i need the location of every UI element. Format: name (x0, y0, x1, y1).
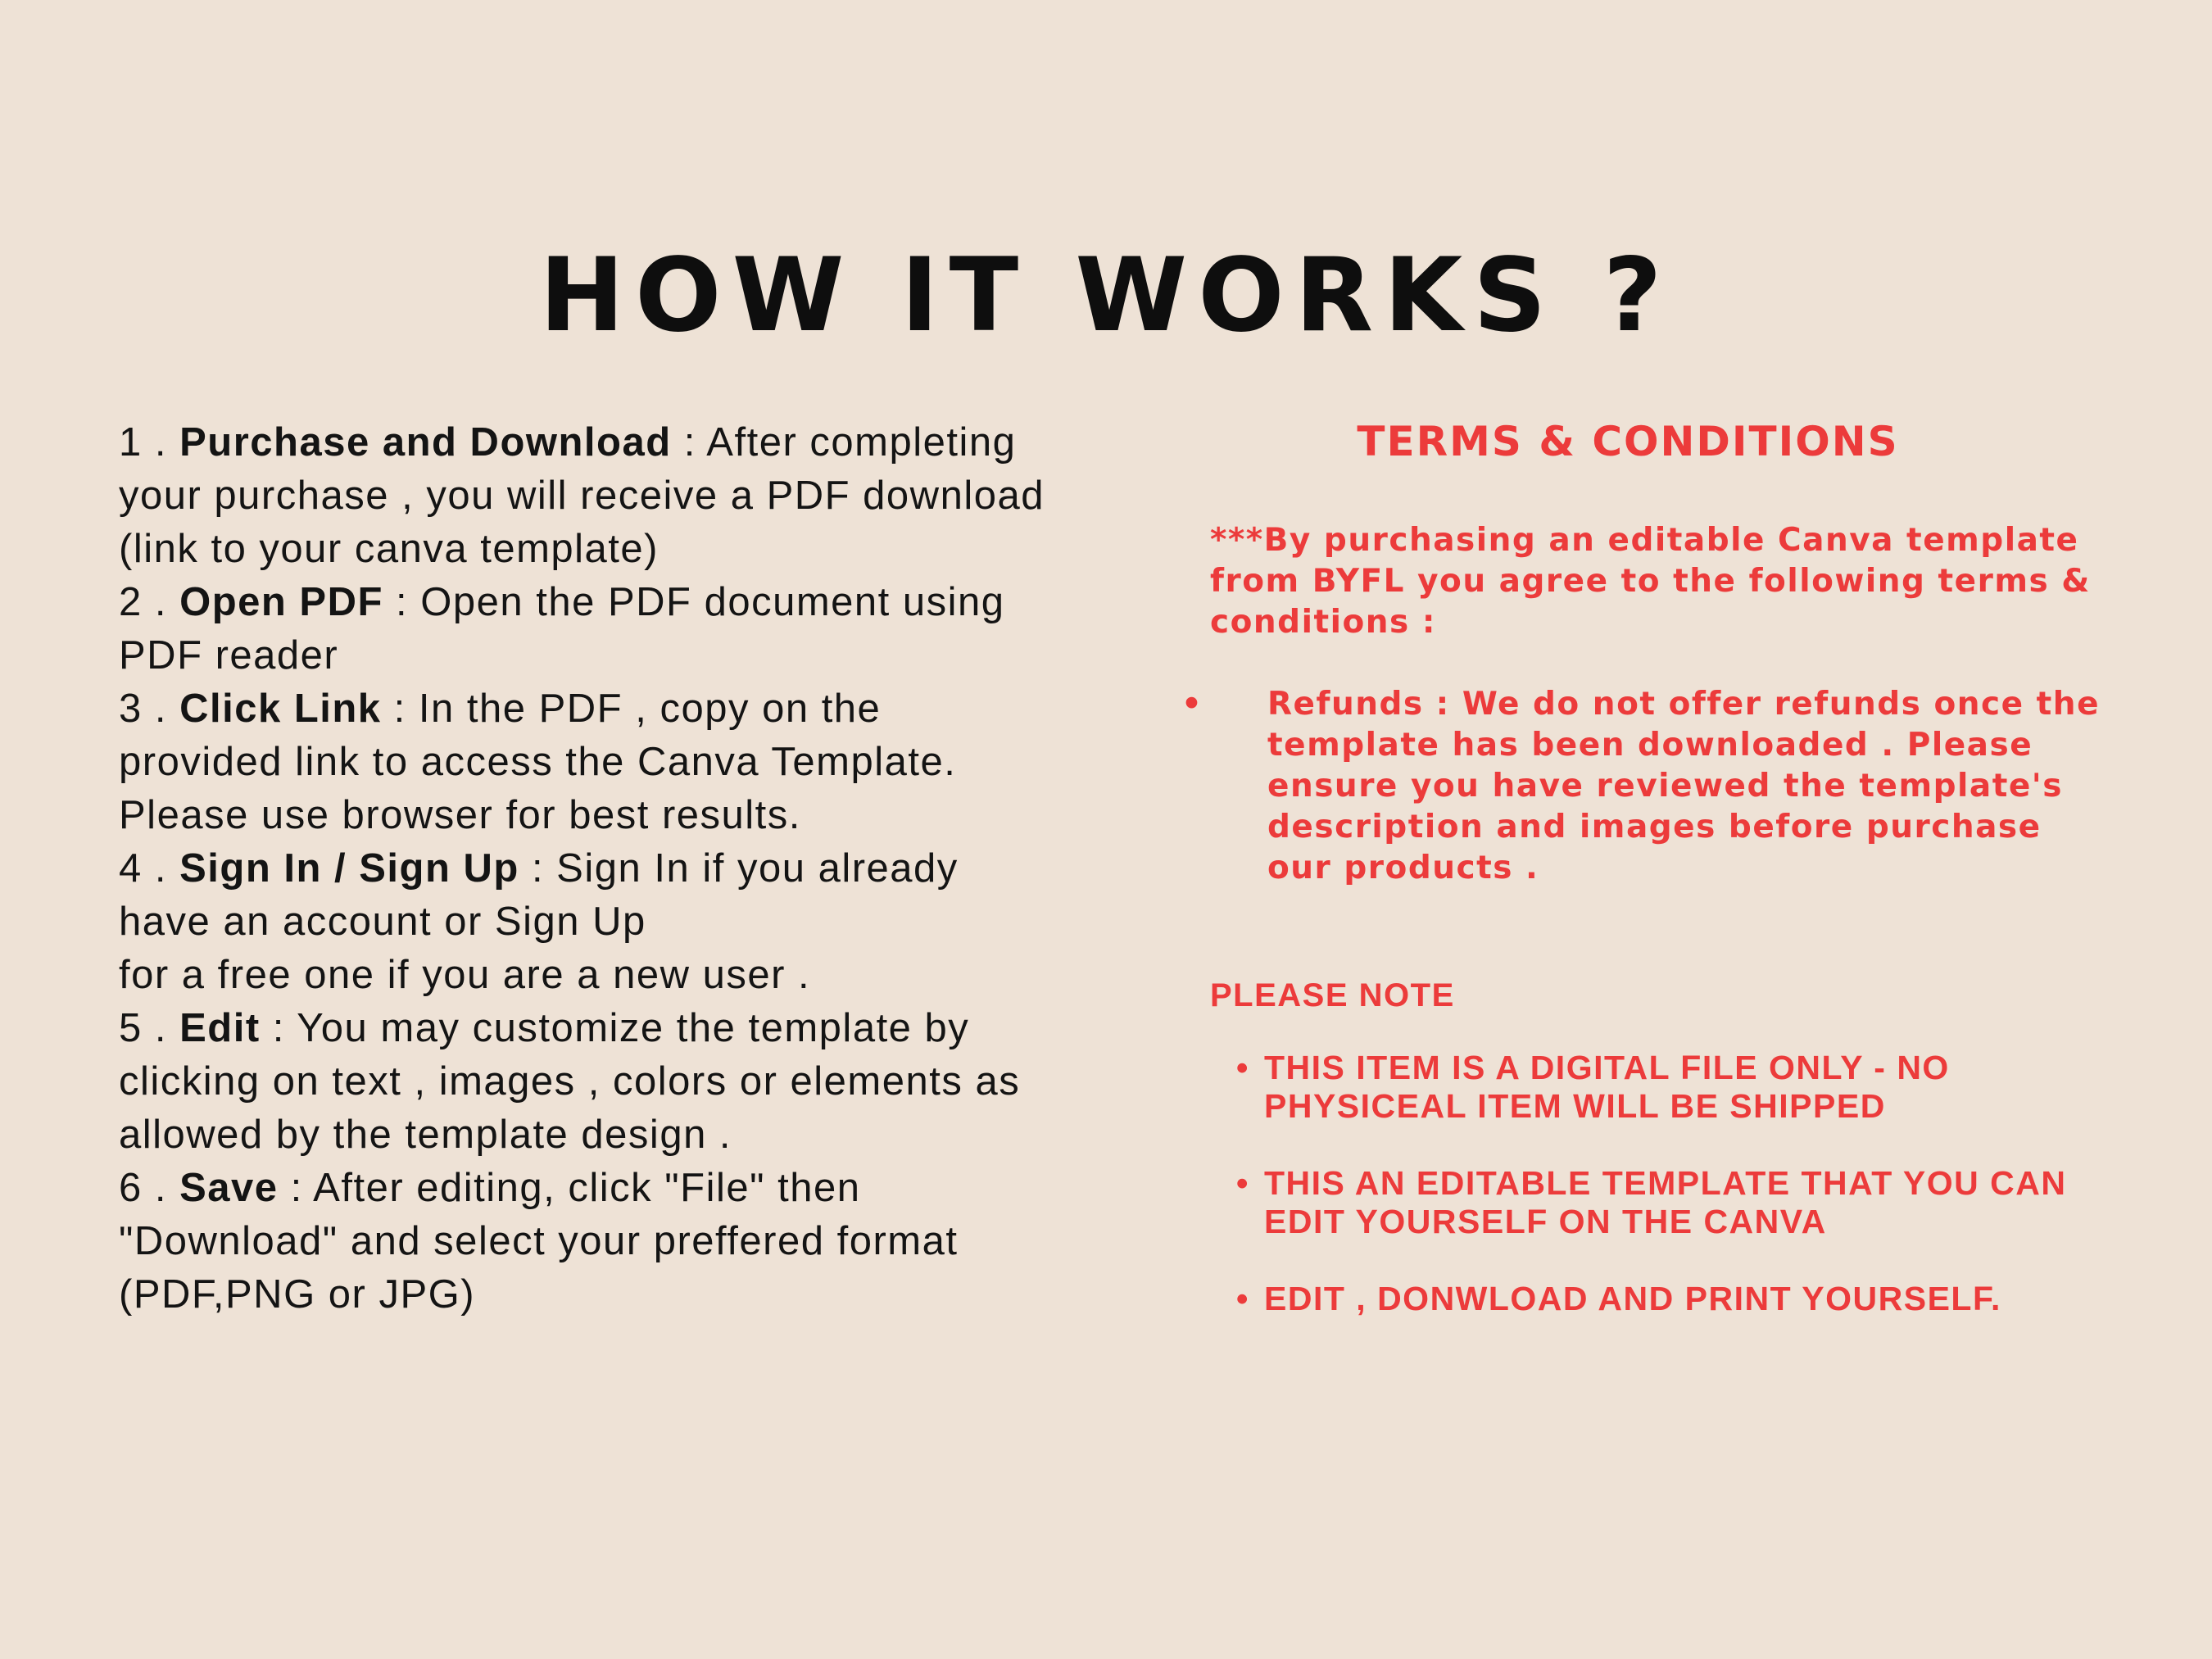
step-label: Open PDF (179, 580, 383, 624)
step-text: clicking on text , images , colors or elements as (119, 1059, 1021, 1104)
note-item-print-yourself (1210, 1280, 2095, 1318)
refund-line: our products . (1267, 850, 1539, 886)
step-line (119, 416, 1184, 469)
step-label: Edit (179, 1006, 261, 1050)
step-text: your purchase , you will receive a PDF download (119, 474, 1045, 518)
step-line (119, 682, 1184, 736)
steps-list (119, 416, 1184, 1321)
step-text: for a free one if you are a new user . (119, 953, 811, 997)
bullet-icon: • (1236, 1280, 1249, 1317)
notes-list (1210, 1049, 2095, 1318)
refund-line: Refunds : We do not offer refunds once the (1267, 686, 2101, 723)
step-text: : You may customize the template by (260, 1006, 970, 1050)
step-number: 5 . (119, 1006, 180, 1050)
step-text: (link to your canva template) (119, 527, 659, 571)
step-sign-in-sign-up (119, 842, 1184, 1002)
terms-intro-line: ***By purchasing an editable Canva template (1210, 522, 2079, 559)
step-number: 6 . (119, 1166, 180, 1210)
step-text: provided link to access the Canva Template. (119, 740, 957, 784)
step-purchase-download (119, 416, 1184, 576)
step-label: Purchase and Download (179, 420, 672, 465)
note-item-editable-template (1210, 1164, 2095, 1241)
step-text: Please use browser for best results. (119, 793, 801, 837)
step-open-pdf (119, 576, 1184, 682)
step-text: : Sign In if you already (519, 846, 959, 891)
bullet-icon: • (1181, 686, 1203, 723)
step-text: : After editing, click "File" then (278, 1166, 861, 1210)
note-line: THIS ITEM IS A DIGITAL FILE ONLY - NO (1264, 1049, 1950, 1086)
terms-intro (1210, 520, 2095, 643)
step-text: (PDF,PNG or JPG) (119, 1272, 476, 1317)
step-edit (119, 1002, 1184, 1162)
step-text: : Open the PDF document using (383, 580, 1005, 624)
please-note-heading: PLEASE NOTE (1210, 977, 1455, 1013)
step-line (119, 576, 1184, 629)
terms-intro-line: conditions : (1210, 604, 1436, 641)
step-number: 1 . (119, 420, 180, 465)
note-line: EDIT YOURSELF ON THE CANVA (1264, 1203, 1827, 1240)
step-label: Click Link (179, 687, 382, 731)
refund-policy-item (1181, 684, 2101, 889)
step-text: : After completing (671, 420, 1017, 465)
step-line (119, 1002, 1184, 1055)
step-text: : In the PDF , copy on the (381, 687, 882, 731)
note-item-digital-file (1210, 1049, 2095, 1126)
refund-line: template has been downloaded . Please (1267, 727, 2033, 764)
page-title: HOW IT WORKS ? (539, 237, 1673, 355)
step-number: 4 . (119, 846, 180, 891)
step-click-link (119, 682, 1184, 842)
note-line: THIS AN EDITABLE TEMPLATE THAT YOU CAN (1264, 1164, 2067, 1202)
bullet-icon: • (1236, 1164, 1249, 1202)
terms-section (1181, 410, 2101, 1357)
step-text: PDF reader (119, 633, 339, 678)
step-line (119, 1162, 1184, 1215)
terms-heading: TERMS & CONDITIONS (1357, 418, 1899, 465)
step-save (119, 1162, 1184, 1321)
step-number: 2 . (119, 580, 180, 624)
note-line: EDIT , DONWLOAD AND PRINT YOURSELF. (1264, 1280, 2001, 1317)
bullet-icon: • (1236, 1049, 1249, 1086)
refund-line: description and images before purchase (1267, 809, 2042, 845)
step-label: Save (179, 1166, 279, 1210)
step-label: Sign In / Sign Up (179, 846, 519, 891)
step-number: 3 . (119, 687, 180, 731)
refund-line: ensure you have reviewed the template's (1267, 768, 2063, 805)
terms-intro-line: from BYFL you agree to the following terms & (1210, 563, 2091, 600)
step-line (119, 842, 1184, 895)
step-text: "Download" and select your preffered format (119, 1219, 959, 1263)
step-text: have an account or Sign Up (119, 900, 646, 944)
terms-bullet-list (1181, 684, 2101, 889)
step-text: allowed by the template design . (119, 1113, 732, 1157)
note-line: PHYSICEAL ITEM WILL BE SHIPPED (1264, 1087, 1886, 1125)
